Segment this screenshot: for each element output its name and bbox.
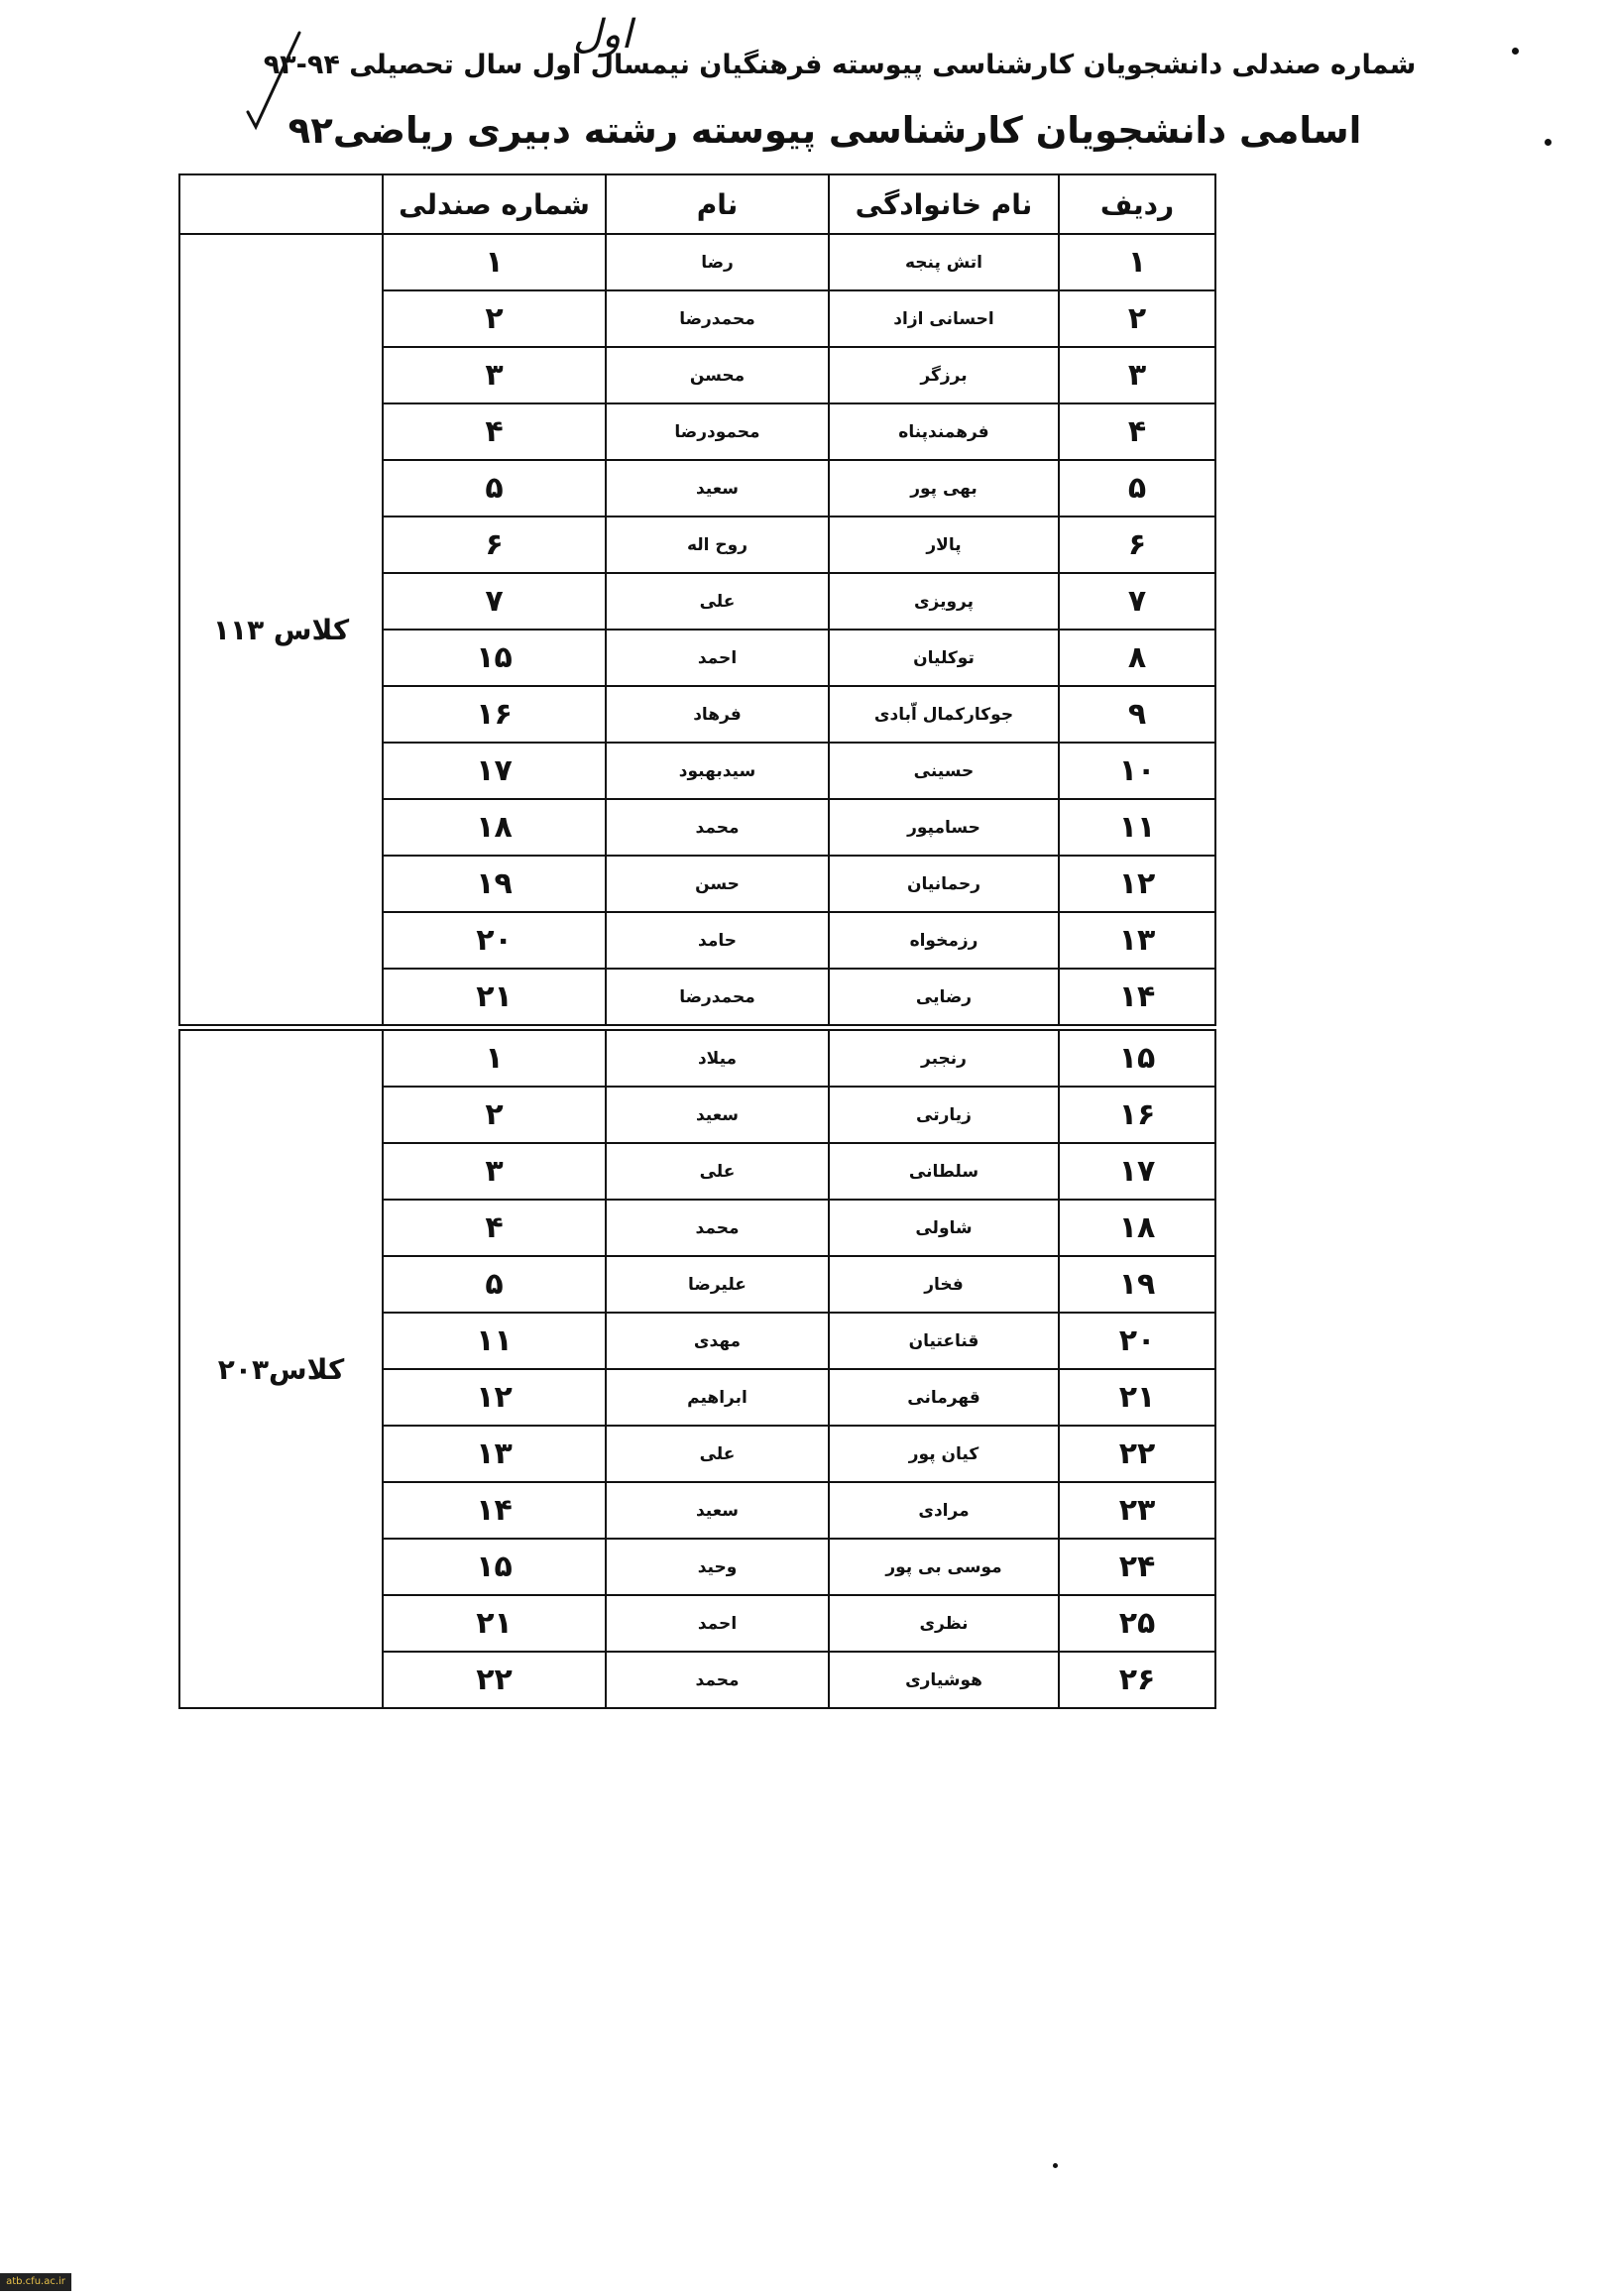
family-name-cell: زیارتی	[829, 1087, 1059, 1143]
family-name-cell: موسی بی پور	[829, 1539, 1059, 1595]
row-number-cell: ۱۹	[1059, 1256, 1215, 1313]
row-number-cell: ۱۳	[1059, 912, 1215, 969]
first-name-cell: سعید	[606, 1482, 829, 1539]
header-first-name: نام	[606, 174, 829, 234]
seat-number-cell: ۲۱	[383, 969, 606, 1028]
seat-number-cell: ۱	[383, 234, 606, 290]
first-name-cell: ابراهیم	[606, 1369, 829, 1426]
row-number-cell: ۹	[1059, 686, 1215, 743]
row-number-cell: ۲	[1059, 290, 1215, 347]
first-name-cell: احمد	[606, 630, 829, 686]
header-class-blank	[179, 174, 383, 234]
first-name-cell: روح اله	[606, 517, 829, 573]
row-number-cell: ۱۰	[1059, 743, 1215, 799]
row-number-cell: ۱۱	[1059, 799, 1215, 856]
family-name-cell: حسینی	[829, 743, 1059, 799]
seat-number-cell: ۱۱	[383, 1313, 606, 1369]
row-number-cell: ۱۵	[1059, 1028, 1215, 1088]
first-name-cell: علی	[606, 1426, 829, 1482]
first-name-cell: علی	[606, 1143, 829, 1200]
first-name-cell: حامد	[606, 912, 829, 969]
family-name-cell: قناعتیان	[829, 1313, 1059, 1369]
family-name-cell: توکلیان	[829, 630, 1059, 686]
family-name-cell: سلطانی	[829, 1143, 1059, 1200]
row-number-cell: ۱۴	[1059, 969, 1215, 1028]
handwritten-annotation: اول	[573, 12, 632, 57]
row-number-cell: ۱۸	[1059, 1200, 1215, 1256]
scan-dot	[1053, 2163, 1058, 2168]
family-name-cell: اتش پنجه	[829, 234, 1059, 290]
row-number-cell: ۷	[1059, 573, 1215, 630]
family-name-cell: احسانی ازاد	[829, 290, 1059, 347]
seat-number-cell: ۶	[383, 517, 606, 573]
row-number-cell: ۲۰	[1059, 1313, 1215, 1369]
first-name-cell: سیدبهبود	[606, 743, 829, 799]
header-seat-number: شماره صندلی	[383, 174, 606, 234]
seat-number-cell: ۴	[383, 1200, 606, 1256]
first-name-cell: فرهاد	[606, 686, 829, 743]
row-number-cell: ۱۶	[1059, 1087, 1215, 1143]
seat-number-cell: ۱۵	[383, 1539, 606, 1595]
family-name-cell: رحمانیان	[829, 856, 1059, 912]
first-name-cell: وحید	[606, 1539, 829, 1595]
family-name-cell: نظری	[829, 1595, 1059, 1652]
table-row	[179, 1028, 1215, 1088]
seat-number-cell: ۲	[383, 1087, 606, 1143]
seat-number-cell: ۲	[383, 290, 606, 347]
first-name-cell: محمد	[606, 1200, 829, 1256]
first-name-cell: حسن	[606, 856, 829, 912]
row-number-cell: ۵	[1059, 460, 1215, 517]
document-title: اسامی دانشجویان کارشناسی پیوسته رشته دبیری ریاضی۹۲	[288, 109, 1362, 152]
first-name-cell: محمدرضا	[606, 290, 829, 347]
first-name-cell: محمد	[606, 799, 829, 856]
row-number-cell: ۸	[1059, 630, 1215, 686]
first-name-cell: علیرضا	[606, 1256, 829, 1313]
family-name-cell: رنجبر	[829, 1028, 1059, 1088]
family-name-cell: پرویزی	[829, 573, 1059, 630]
seat-number-cell: ۱۷	[383, 743, 606, 799]
header-row-number: ردیف	[1059, 174, 1215, 234]
first-name-cell: علی	[606, 573, 829, 630]
family-name-cell: شاولی	[829, 1200, 1059, 1256]
class-label: کلاس ۱۱۳	[179, 234, 383, 1028]
row-number-cell: ۶	[1059, 517, 1215, 573]
first-name-cell: مهدی	[606, 1313, 829, 1369]
family-name-cell: حسامپور	[829, 799, 1059, 856]
seat-number-cell: ۱۵	[383, 630, 606, 686]
seat-number-cell: ۱۲	[383, 1369, 606, 1426]
row-number-cell: ۲۵	[1059, 1595, 1215, 1652]
seat-table	[178, 173, 1216, 1709]
row-number-cell: ۱۷	[1059, 1143, 1215, 1200]
scan-dot	[1512, 48, 1519, 55]
family-name-cell: فرهمندپناه	[829, 403, 1059, 460]
row-number-cell: ۲۳	[1059, 1482, 1215, 1539]
row-number-cell: ۱۲	[1059, 856, 1215, 912]
seat-number-cell: ۵	[383, 1256, 606, 1313]
first-name-cell: احمد	[606, 1595, 829, 1652]
row-number-cell: ۱	[1059, 234, 1215, 290]
family-name-cell: جوکارکمال اّبادی	[829, 686, 1059, 743]
watermark-bar: atb.cfu.ac.ir	[0, 2273, 71, 2291]
table-row	[179, 234, 1215, 290]
seat-number-cell: ۱۸	[383, 799, 606, 856]
seat-number-cell: ۵	[383, 460, 606, 517]
family-name-cell: بهی پور	[829, 460, 1059, 517]
table-header-row	[179, 174, 1215, 234]
row-number-cell: ۴	[1059, 403, 1215, 460]
seat-number-cell: ۱۹	[383, 856, 606, 912]
family-name-cell: پالار	[829, 517, 1059, 573]
seat-number-cell: ۱۴	[383, 1482, 606, 1539]
document-subtitle: شماره صندلی دانشجویان کارشناسی پیوسته فرهنگیان نیمسال اول سال تحصیلی ۹۴-۹۳	[263, 50, 1417, 80]
family-name-cell: رضایی	[829, 969, 1059, 1028]
family-name-cell: برزگر	[829, 347, 1059, 403]
family-name-cell: قهرمانی	[829, 1369, 1059, 1426]
first-name-cell: محمد	[606, 1652, 829, 1708]
seat-number-cell: ۷	[383, 573, 606, 630]
first-name-cell: سعید	[606, 1087, 829, 1143]
first-name-cell: محمدرضا	[606, 969, 829, 1028]
check-mark-icon	[238, 28, 307, 137]
family-name-cell: مرادی	[829, 1482, 1059, 1539]
first-name-cell: محسن	[606, 347, 829, 403]
family-name-cell: هوشیاری	[829, 1652, 1059, 1708]
family-name-cell: کیان پور	[829, 1426, 1059, 1482]
row-number-cell: ۲۱	[1059, 1369, 1215, 1426]
first-name-cell: رضا	[606, 234, 829, 290]
first-name-cell: محمودرضا	[606, 403, 829, 460]
row-number-cell: ۳	[1059, 347, 1215, 403]
row-number-cell: ۲۴	[1059, 1539, 1215, 1595]
seat-number-cell: ۲۱	[383, 1595, 606, 1652]
row-number-cell: ۲۲	[1059, 1426, 1215, 1482]
seat-number-cell: ۳	[383, 1143, 606, 1200]
header-family-name: نام خانوادگی	[829, 174, 1059, 234]
row-number-cell: ۲۶	[1059, 1652, 1215, 1708]
seat-number-cell: ۱۶	[383, 686, 606, 743]
seat-number-cell: ۲۲	[383, 1652, 606, 1708]
first-name-cell: میلاد	[606, 1028, 829, 1088]
seat-number-cell: ۲۰	[383, 912, 606, 969]
seat-number-cell: ۱۳	[383, 1426, 606, 1482]
class-label: کلاس۲۰۳	[179, 1028, 383, 1709]
family-name-cell: فخار	[829, 1256, 1059, 1313]
family-name-cell: رزمخواه	[829, 912, 1059, 969]
scan-dot	[1545, 139, 1552, 146]
first-name-cell: سعید	[606, 460, 829, 517]
seat-number-cell: ۳	[383, 347, 606, 403]
seat-number-cell: ۴	[383, 403, 606, 460]
seat-number-cell: ۱	[383, 1028, 606, 1088]
